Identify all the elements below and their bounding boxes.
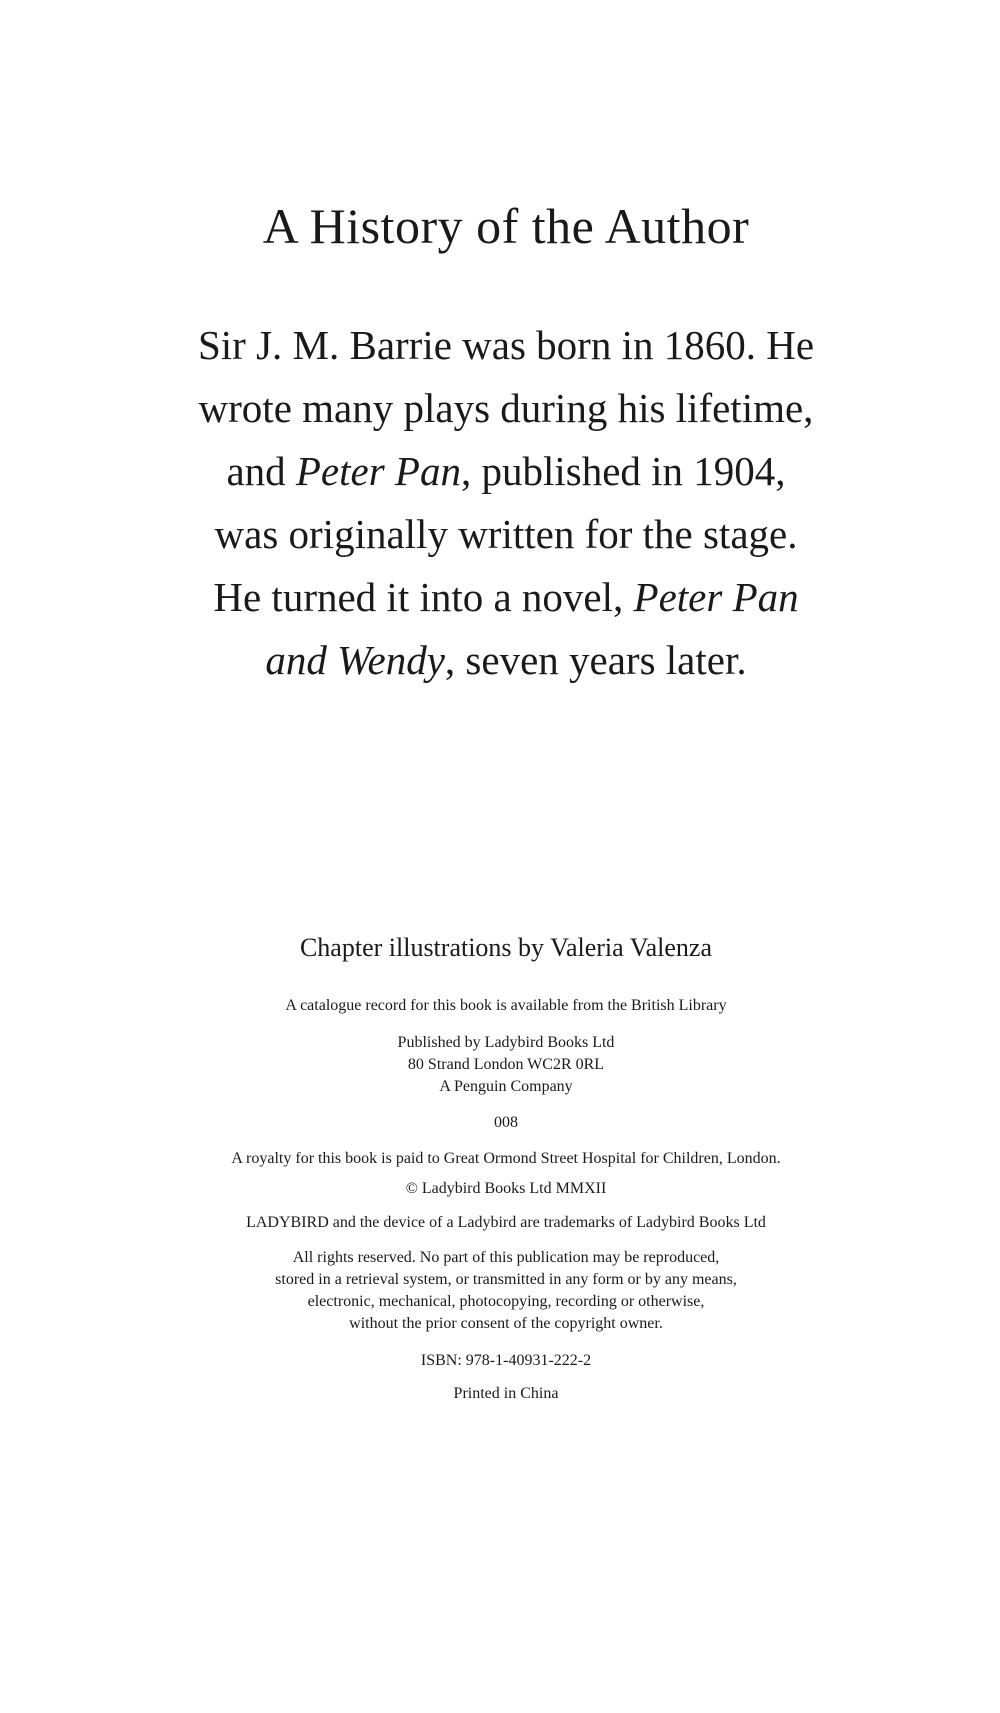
print-code: 008	[494, 1114, 518, 1131]
copyright-notice: © Ladybird Books Ltd MMXII	[405, 1180, 607, 1197]
rights-line: electronic, mechanical, photocopying, recording or otherwise,	[307, 1293, 705, 1310]
bio-text: He turned it into a novel,	[213, 574, 634, 620]
bio-line-1: Sir J. M. Barrie was born in 1860. He	[197, 322, 815, 368]
publisher-line: Published by Ladybird Books Ltd	[397, 1034, 615, 1051]
bio-line-2: wrote many plays during his lifetime,	[198, 385, 814, 431]
rights-line: All rights reserved. No part of this publication may be reproduced,	[292, 1249, 720, 1266]
book-title-peter-pan-and-wendy-end: and Wendy	[265, 637, 445, 683]
rights-line: without the prior consent of the copyright owner.	[349, 1315, 663, 1332]
royalty-notice: A royalty for this book is paid to Great Ormond Street Hospital for Children, London.	[231, 1150, 781, 1167]
author-bio	[0, 314, 1000, 692]
catalogue-notice: A catalogue record for this book is available from the British Library	[285, 997, 727, 1014]
publisher-block	[0, 1032, 1000, 1098]
bio-text: , published in 1904,	[460, 448, 786, 494]
page-title: A History of the Author	[262, 198, 750, 254]
bio-line-4: was originally written for the stage.	[214, 511, 798, 557]
rights-notice	[0, 1247, 1000, 1335]
bio-text: and	[226, 448, 296, 494]
bio-text: , seven years later.	[444, 637, 747, 683]
printed-in: Printed in China	[453, 1385, 559, 1402]
bio-line-5	[12, 566, 1000, 629]
isbn: ISBN: 978-1-40931-222-2	[420, 1352, 592, 1369]
publisher-parent: A Penguin Company	[439, 1078, 573, 1095]
trademark-notice: LADYBIRD and the device of a Ladybird are trademarks of Ladybird Books Ltd	[246, 1214, 766, 1231]
bio-line-3	[12, 440, 1000, 503]
book-title-peter-pan: Peter Pan	[295, 448, 461, 494]
publisher-address: 80 Strand London WC2R 0RL	[407, 1056, 605, 1073]
book-title-peter-pan-and-wendy-start: Peter Pan	[633, 574, 799, 620]
rights-line: stored in a retrieval system, or transmitted in any form or by any means,	[275, 1271, 737, 1288]
illustrations-credit: Chapter illustrations by Valeria Valenza	[299, 933, 713, 962]
bio-line-6	[12, 629, 1000, 692]
